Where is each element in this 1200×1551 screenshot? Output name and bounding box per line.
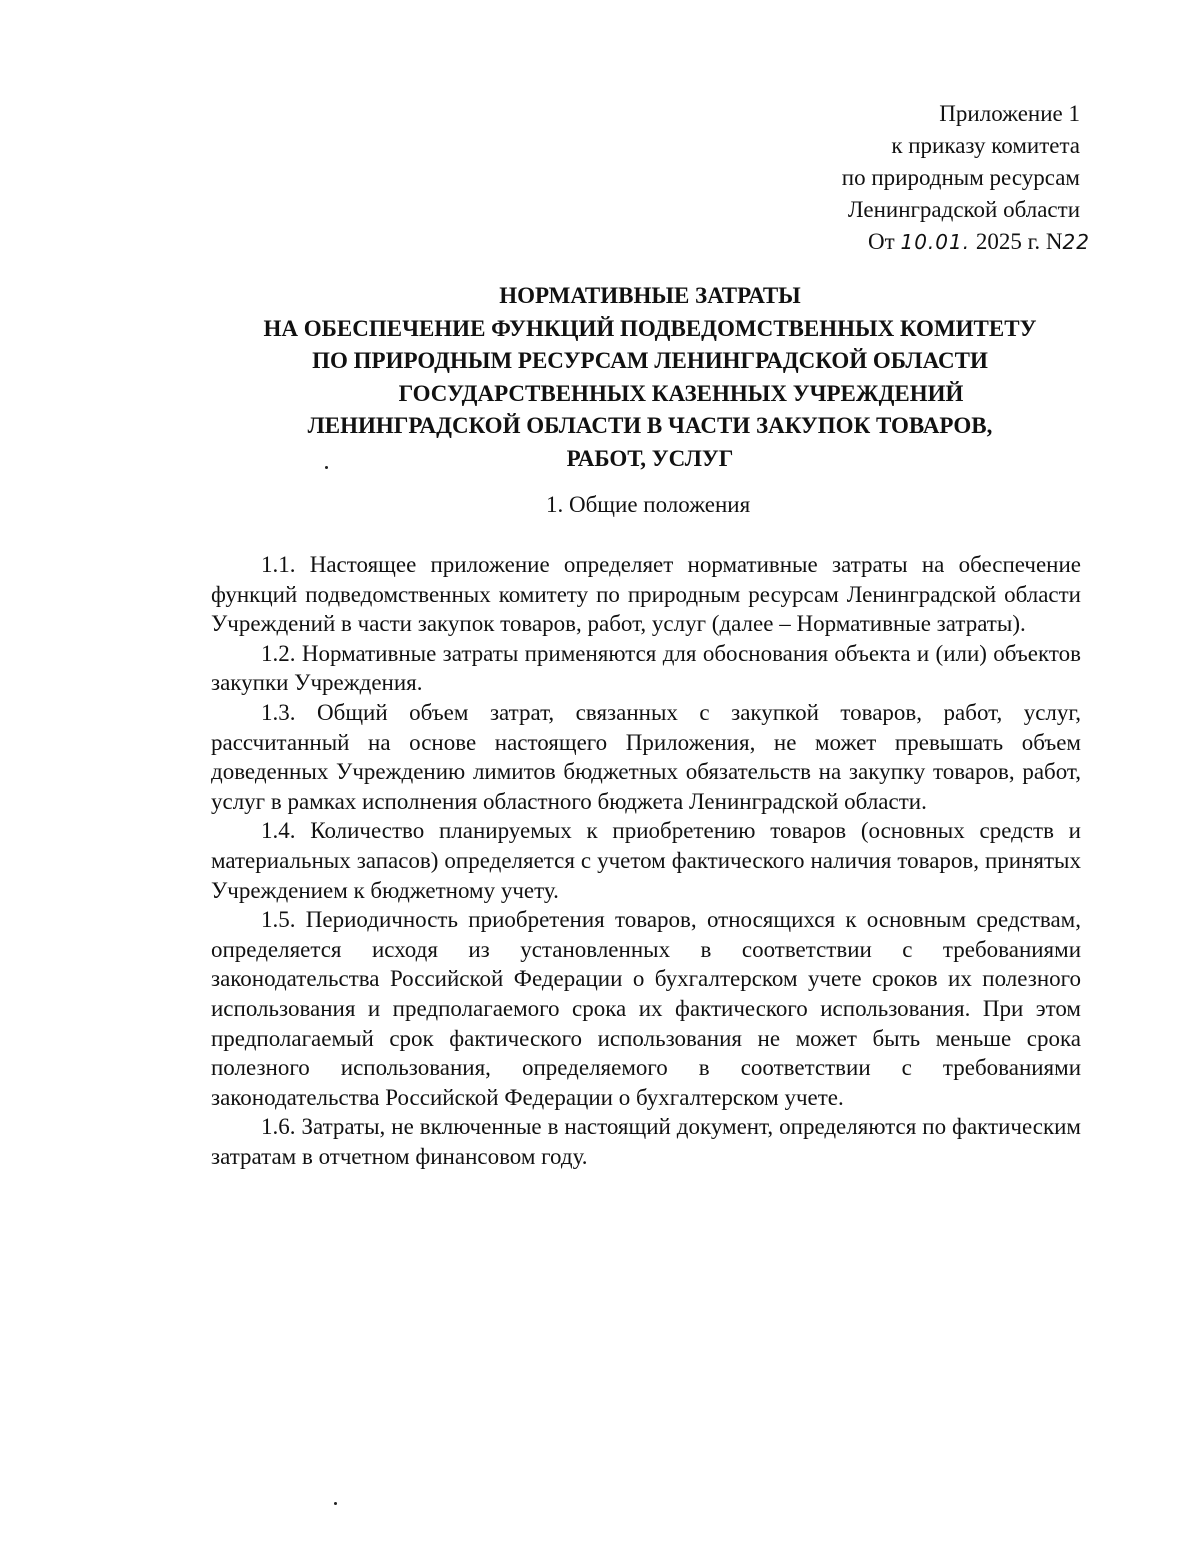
handwritten-number: 22 (1062, 230, 1090, 254)
title-line-3: ПО ПРИРОДНЫМ РЕСУРСАМ ЛЕНИНГРАДСКОЙ ОБЛАСТИ (312, 348, 988, 373)
handwritten-date: 10.01. (900, 230, 971, 254)
paragraph-1-5: 1.5. Периодичность приобретения товаров, относящихся к основным средствам, определяется исходя из установленных в соответствии с требованиями законодательства Российской Федерации о бухгалтерском учете сроков их полезного использования и предполагаемого срока их фактического использования. При этом предполагаемый срок фактического использования не может быть меньше срока полезного использования, определяемого в соответствии с требованиями законодательства Российской Федерации о бухгалтерском учете. (211, 907, 1081, 1110)
title-line-1: НОРМАТИВНЫЕ ЗАТРАТЫ (499, 283, 801, 308)
title-line-4: ГОСУДАРСТВЕННЫХ КАЗЕННЫХ УЧРЕЖДЕНИЙ (398, 380, 964, 406)
section-body (211, 550, 1081, 1171)
paragraph-1-3: 1.3. Общий объем затрат, связанных с закупкой товаров, работ, услуг, рассчитанный на основе настоящего Приложения, не может превышать объем доведенных Учреждению лимитов бюджетных обязательств на закупку товаров, работ, услуг в рамках исполнения областного бюджета Ленинградской области. (211, 699, 1081, 814)
title-line-5: ЛЕНИНГРАДСКОЙ ОБЛАСТИ В ЧАСТИ ЗАКУПОК ТОВАРОВ, (307, 413, 993, 438)
paragraph-1-6: 1.6. Затраты, не включенные в настоящий документ, определяются по фактическим затратам в отчетном финансовом году. (211, 1114, 1081, 1169)
paragraph-1-1: 1.1. Настоящее приложение определяет нормативные затраты на обеспечение функций подведомственных комитету по природным ресурсам Ленинградской области Учреждений в части закупок товаров, работ, услуг (далее – Нормативные затраты). (211, 552, 1081, 637)
scan-speck (325, 466, 328, 469)
appendix-line-3: по природным ресурсам (841, 165, 1080, 190)
scan-speck (334, 1502, 337, 1505)
title-line-2: НА ОБЕСПЕЧЕНИЕ ФУНКЦИЙ ПОДВЕДОМСТВЕННЫХ КОМИТЕТУ (263, 315, 1037, 341)
document-title (180, 280, 1120, 475)
appendix-line-1: Приложение 1 (939, 101, 1080, 126)
appendix-date-line (842, 226, 1090, 258)
appendix-line-2: к приказу комитета (891, 133, 1080, 158)
appendix-header (841, 98, 1090, 258)
appendix-line-4: Ленинградской области (847, 197, 1080, 222)
paragraph-1-2: 1.2. Нормативные затраты применяются для обоснования объекта и (или) объектов закупки Учреждения. (211, 640, 1081, 696)
paragraph-1-4: 1.4. Количество планируемых к приобретению товаров (основных средств и материальных запасов) определяется с учетом фактического наличия товаров, принятых Учреждением к бюджетному учету. (211, 818, 1081, 903)
date-year: 2025 г. N (975, 229, 1063, 254)
title-line-6: РАБОТ, УСЛУГ (566, 445, 734, 471)
date-prefix: От (868, 229, 895, 254)
section-heading: 1. Общие положения (546, 492, 751, 517)
